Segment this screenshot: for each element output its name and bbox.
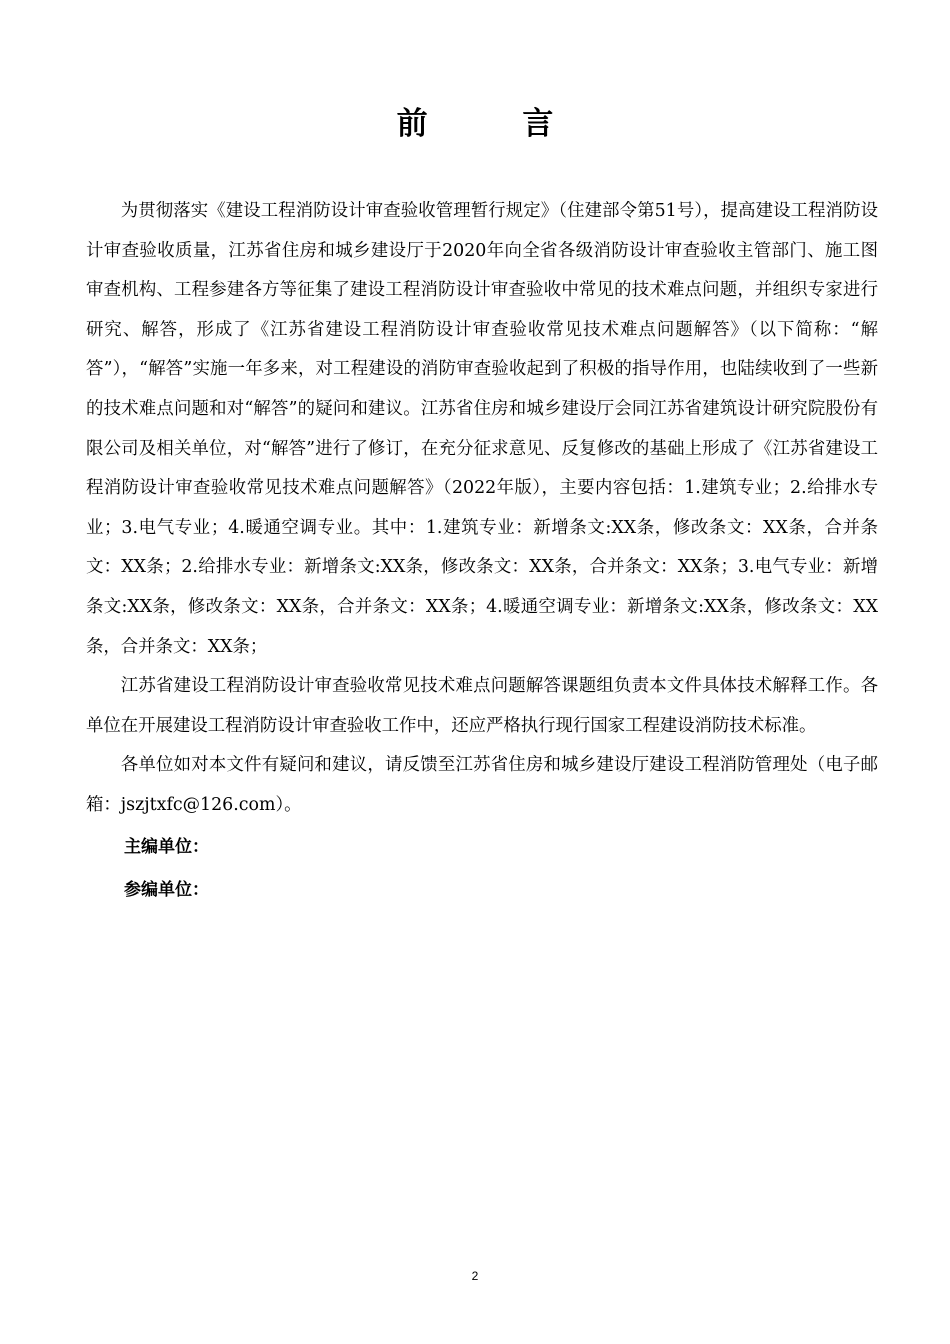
chief-editor-label: 主编单位： [124,836,209,857]
document-body [86,192,878,912]
participating-editor-label: 参编单位： [124,879,209,900]
page-number: 2 [471,1269,479,1283]
preface-paragraph-2: 江苏省建设工程消防设计审查验收常见技术难点问题解答课题组负责本文件具体技术解释工作。各单位在开展建设工程消防设计审查验收工作中，还应严格执行现行国家工程建设消防技术标准。 [86,676,878,736]
preface-paragraph-3: 各单位如对本文件有疑问和建议，请反馈至江苏省住房和城乡建设厅建设工程消防管理处（电子邮箱：jszjtxfc@126.com）。 [86,755,878,815]
page-title: 前 言 [396,106,596,142]
preface-paragraph-1: 为贯彻落实《建设工程消防设计审查验收管理暂行规定》（住建部令第51号），提高建设工程消防设计审查验收质量，江苏省住房和城乡建设厅于2020年向全省各级消防设计审查验收主管部门、施工图审查机构、工程参建各方等征集了建设工程消防设计审查验收中常见的技术难点问题，并组织专家进行研究、解答，形成了《江苏省建设工程消防设计审查验收常见技术难点问题解答》（以下简称：“解答”），“解答”实施一年多来，对工程建设的消防审查验收起到了积极的指导作用，也陆续收到了一些新的技术难点问题和对“解答”的疑问和建议。江苏省住房和城乡建设厅会同江苏省建筑设计研究院股份有限公司及相关单位，对“解答”进行了修订，在充分征求意见、反复修改的基础上形成了《江苏省建设工程消防设计审查验收常见技术难点问题解答》（2022年版），主要内容包括：1.建筑专业；2.给排水专业；3.电气专业；4.暖通空调专业。其中：1.建筑专业：新增条文:XX条，修改条文：XX条，合并条文：XX条；2.给排水专业：新增条文:XX条，修改条文：XX条，合并条文：XX条；3.电气专业：新增条文:XX条，修改条文：XX条，合并条文：XX条；4.暖通空调专业：新增条文:XX条，修改条文：XX条，合并条文：XX条； [86,201,878,657]
